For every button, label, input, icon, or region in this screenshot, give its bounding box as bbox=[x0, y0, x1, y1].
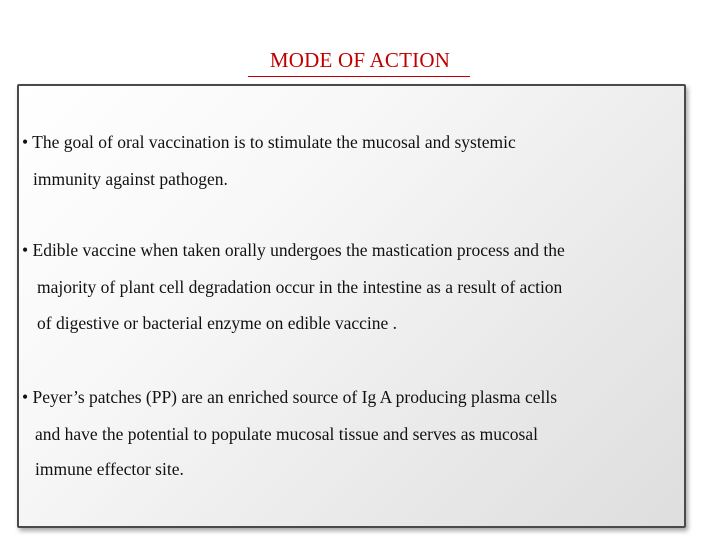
bullet-3-line-2: and have the potential to populate mucosal tissue and serves as mucosal bbox=[35, 424, 538, 444]
bullet-3-line-3: immune effector site. bbox=[35, 459, 184, 479]
bullet-1-line-2: immunity against pathogen. bbox=[33, 169, 228, 189]
bullet-2-line-3: of digestive or bacterial enzyme on edible vaccine . bbox=[37, 313, 398, 333]
slide-title: MODE OF ACTION bbox=[269, 48, 451, 72]
bullet-2-line-2: majority of plant cell degradation occur in the intestine as a result of action bbox=[37, 277, 563, 297]
bullet-2-line-1: • Edible vaccine when taken orally undergoes the mastication process and the bbox=[22, 240, 565, 260]
bullet-1-line-1: • The goal of oral vaccination is to stimulate the mucosal and systemic bbox=[22, 132, 516, 152]
bullet-3-line-1: • Peyer’s patches (PP) are an enriched source of Ig A producing plasma cells bbox=[22, 387, 558, 407]
title-underline bbox=[248, 76, 470, 77]
